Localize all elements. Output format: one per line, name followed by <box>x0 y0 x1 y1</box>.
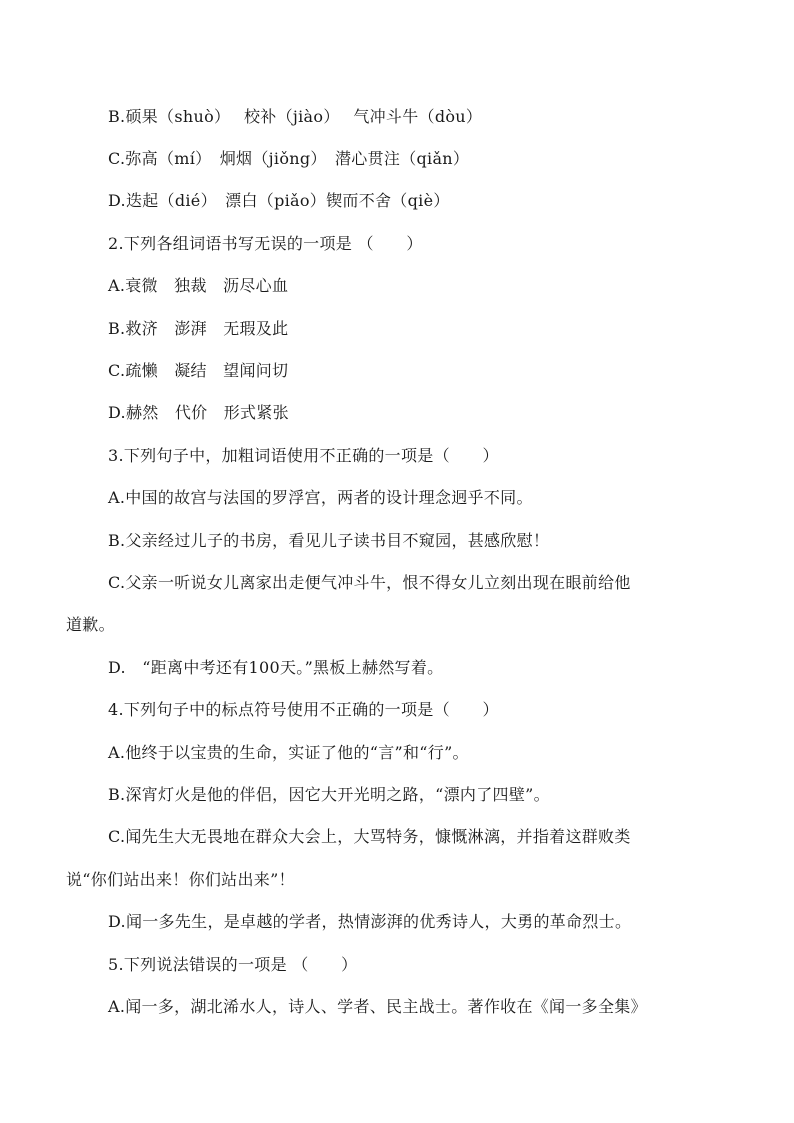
question-3-option-a: A.中国的故宫与法国的罗浮宫，两者的设计理念迥乎不同。 <box>108 488 533 507</box>
question-4-option-c-continued: 说“你们站出来！你们站出来”！ <box>66 870 295 889</box>
question-1-option-c: C.弥高（mí） 炯烟（jiǒng） 潜心贯注（qiǎn） <box>108 149 470 168</box>
question-3-stem: 3.下列句子中，加粗词语使用不正确的一项是（ ） <box>108 446 499 465</box>
question-5-option-a: A.闻一多，湖北浠水人，诗人、学者、民主战士。著作收在《闻一多全集》 <box>108 997 647 1016</box>
question-4-stem: 4.下列句子中的标点符号使用不正确的一项是（ ） <box>108 700 499 719</box>
question-2-option-c: C.疏懒 凝结 望闻问切 <box>108 361 289 380</box>
question-3-option-c-continued: 道歉。 <box>66 615 115 634</box>
question-4-option-a: A.他终于以宝贵的生命，实证了他的“言”和“行”。 <box>108 743 469 762</box>
question-2-option-b: B.救济 澎湃 无瑕及此 <box>108 319 289 338</box>
question-2-stem: 2.下列各组词语书写无误的一项是 （ ） <box>108 234 423 253</box>
question-4-option-c: C.闻先生大无畏地在群众大会上，大骂特务，慷慨淋漓，并指着这群败类 <box>108 827 631 846</box>
question-5-stem: 5.下列说法错误的一项是 （ ） <box>108 955 358 974</box>
question-3-option-c: C.父亲一听说女儿离家出走便气冲斗牛，恨不得女儿立刻出现在眼前给他 <box>108 573 631 592</box>
question-2-option-d: D.赫然 代价 形式紧张 <box>108 403 289 422</box>
question-3-option-d: D. “距离中考还有100天。”黑板上赫然写着。 <box>108 658 444 677</box>
question-4-option-b: B.深宵灯火是他的伴侣，因它大开光明之路，“漂内了四壁”。 <box>108 785 550 804</box>
question-4-option-d: D.闻一多先生，是卓越的学者，热情澎湃的优秀诗人，大勇的革命烈士。 <box>108 912 632 931</box>
question-3-option-b: B.父亲经过儿子的书房，看见儿子读书目不窥园，甚感欣慰！ <box>108 531 550 550</box>
question-1-option-d: D.迭起（dié） 漂白（piǎo）锲而不舍（qiè） <box>108 191 450 210</box>
question-2-option-a: A.衰微 独裁 沥尽心血 <box>108 276 289 295</box>
question-1-option-b: B.硕果（shuò） 校补（jiào） 气冲斗牛（dòu） <box>108 107 483 126</box>
